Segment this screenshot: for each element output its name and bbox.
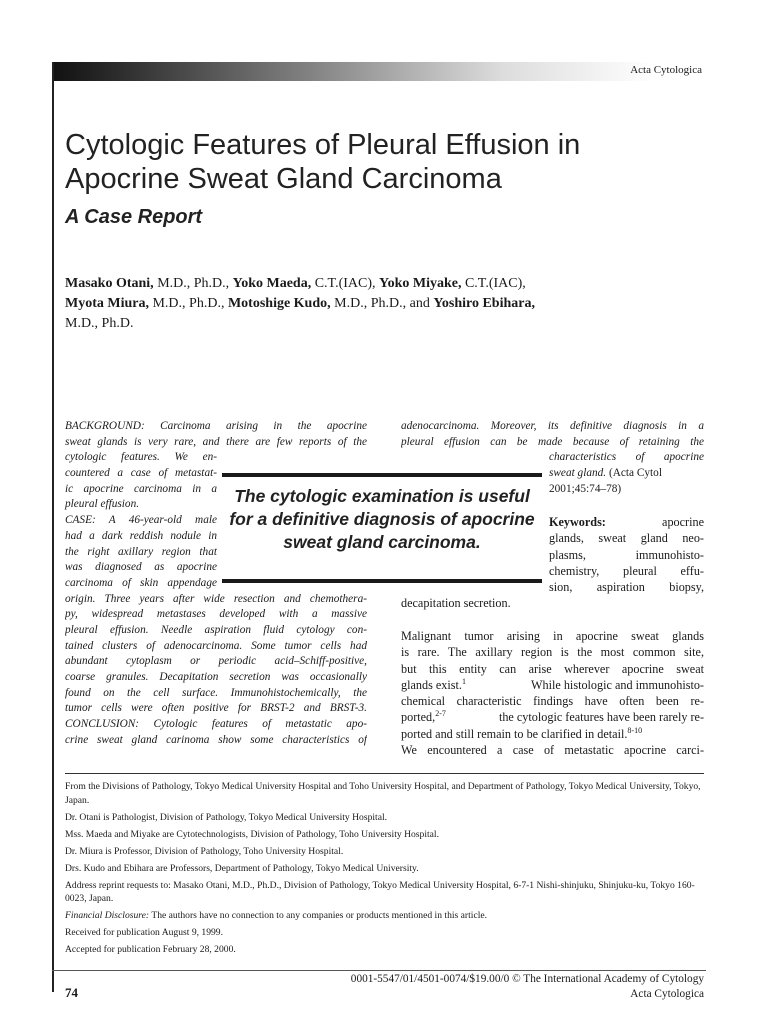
pull-quote-rule [222,579,542,583]
footnote-disclosure [65,909,705,923]
abstract-line: tumor cells were often positive for BRST-2 and BRST-3. [65,702,367,715]
copyright-line: 0001-5547/01/4501-0074/$19.00/0 © The International Academy of Cytology [350,973,704,985]
abstract-line: characteristics of apocrine [549,451,704,464]
author-line: M.D., Ph.D. [65,316,134,331]
author-name: Motoshige Kudo, [227,296,331,311]
author-degree: C.T.(IAC), [311,276,380,291]
footnote-accepted: Accepted for publication February 28, 2000. [65,944,236,956]
abstract-line: pleural effusion can be made because of retaining the [401,435,704,448]
abstract-line: crine sweat gland carinoma show some characteristics of [65,733,367,746]
pull-quote-text [222,485,542,554]
journal-name-footer: Acta Cytologica [630,988,704,1000]
citation-detail: 2001;45:74–78) [549,482,622,495]
body-line: We encountered a case of metastatic apocrine carci- [401,743,704,758]
footnote: Dr. Otani is Pathologist, Division of Pathology, Tokyo Medical University Hospital. [65,811,388,823]
body-text-segment: the cytologic features have been rarely re- [498,710,704,725]
page-number: 74 [65,985,78,1000]
abstract-line: CASE: A 46-year-old male [65,514,217,527]
author-degree: M.D., Ph.D., [330,296,410,311]
body-line [401,677,704,693]
author-degree: M.D., Ph.D., [153,276,233,291]
keywords-line: plasms, immunohisto- [549,547,704,562]
abstract-line: abundant cytoplasm or periodic acid–Schiff-positive, [65,655,367,668]
body-line: chemical characteristic findings have often been re- [401,694,704,709]
abstract-line: pleural effusion. [65,498,140,511]
body-text-segment [401,709,446,725]
abstract-line: tained clusters of adenocarcinoma. Some tumor cells had [65,639,367,652]
reference-superscript: 1 [461,676,466,686]
abstract-line: the right axillary region that [65,545,217,558]
abstract-line: BACKGROUND: Carcinoma arising in the apocrine [65,420,367,432]
abstract-line: origin. Three years after wide resection and chemothera- [65,592,367,605]
abstract-line: adenocarcinoma. Moreover, its definitive diagnosis in a [401,420,704,432]
body-text [401,628,704,758]
copyright-block [351,972,704,1002]
author-line [65,294,715,314]
body-text-segment: glands exist. [401,677,462,692]
abstract-line: pleural effusion. Needle aspiration fluid cytology con- [65,623,367,636]
pull-quote-line: The cytologic examination is useful [234,486,530,506]
body-text-segment [401,677,466,693]
abstract-text: sweat gland. [549,467,607,480]
author-degree: M.D., Ph.D., [148,296,228,311]
body-line [401,726,704,742]
citation: (Acta Cytol [606,467,662,480]
header-gradient-bar [52,62,654,81]
author-conjunction: and [409,296,434,311]
keywords-line: glands, sweat gland neo- [549,531,704,546]
footnote-divider [65,773,704,774]
footnote: Drs. Kudo and Ebihara are Professors, Department of Pathology, Tokyo Medical University. [65,862,419,874]
author-degree: C.T.(IAC), [461,276,526,291]
author-name: Yoshiro Ebihara, [433,296,535,311]
abstract-line: coarse granules. Decapitation secretion was occasionally [65,671,367,683]
pull-quote-rule [222,473,542,477]
pull-quote-line: sweat gland carcinoma. [283,532,481,552]
title-line: Apocrine Sweat Gland Carcinoma [65,163,502,195]
keywords-label: Keywords: [549,515,606,529]
footnote-received: Received for publication August 9, 1999. [65,927,224,939]
disclosure-text: The authors have no connection to any companies or products mentioned in this article. [149,910,488,922]
body-text-segment: While histologic and immunohisto- [531,677,704,692]
abstract-line: py, widespread metastases developed with a massive [65,608,367,621]
abstract-line: had a dark reddish nodule in [65,529,217,542]
reference-superscript: 8-10 [627,725,643,735]
keywords-line: chemistry, pleural effu- [549,563,704,578]
footnote: Dr. Miura is Professor, Division of Pathology, Toho University Hospital. [65,845,344,857]
footnotes [65,780,705,960]
body-line: but this entity can arise wherever apocrine sweat [401,661,704,676]
body-line: is rare. The axillary region is the most common site, [401,645,704,660]
body-text-segment: ported, [401,710,436,725]
abstract-line: found on the cell surface. Immunohistochemically, the [65,686,367,699]
disclosure-label: Financial Disclosure: [65,910,150,922]
author-name: Yoko Maeda, [232,276,312,291]
title-line: Cytologic Features of Pleural Effusion in [65,129,581,161]
author-name: Yoko Miyake, [379,276,462,291]
bottom-divider [52,970,706,971]
keyword-text: apocrine [662,515,704,529]
abstract-line [549,466,704,482]
abstract-line: cytologic features. We en- [65,451,217,464]
body-line: Malignant tumor arising in apocrine sweat glands [401,629,704,643]
footnote: From the Divisions of Pathology, Tokyo Medical University Hospital and Toho University Hospital, and Department of Pathology, Tokyo Medical University, Tokyo, Japan. [65,781,701,806]
reference-superscript: 2-7 [435,709,446,719]
body-text-segment: ported and still remain to be clarified in detail. [401,726,628,741]
author-line [65,274,715,294]
abstract-line: CONCLUSION: Cytologic features of metastatic apo- [65,718,367,731]
author-list [65,274,715,334]
author-name: Masako Otani, [65,276,154,291]
abstract-line: countered a case of metastat- [65,467,217,480]
article-subtitle: A Case Report [65,206,203,228]
abstract-line: ic apocrine carcinoma in a [65,482,217,495]
keywords-line: decapitation secretion. [401,596,511,610]
abstract-line: was diagnosed as apocrine [65,561,217,574]
keywords-line [549,514,704,530]
article-title [65,128,705,196]
author-name: Myota Miura, [65,296,149,311]
pull-quote-line: for a definitive diagnosis of apocrine [229,509,535,529]
body-line [401,709,704,725]
pull-quote [222,473,542,589]
journal-name-header: Acta Cytologica [630,64,702,76]
keywords-block [549,514,704,595]
keywords-line: sion, aspiration biopsy, [549,580,704,595]
abstract-line: sweat glands is very rare, and there are few reports of the [65,435,367,448]
abstract-line: carcinoma of skin appendage [65,576,217,589]
footnote: Mss. Maeda and Miyake are Cytotechnologists, Division of Pathology, Toho University Hospital. [65,828,439,840]
footnote: Address reprint requests to: Masako Otani, M.D., Ph.D., Division of Pathology, Tokyo Medical University Hospital, 6-7-1 Nishi-shinjuku, Shinjuku-ku, Tokyo 160-0023, Japan. [65,879,695,905]
left-margin-rule [52,62,54,992]
